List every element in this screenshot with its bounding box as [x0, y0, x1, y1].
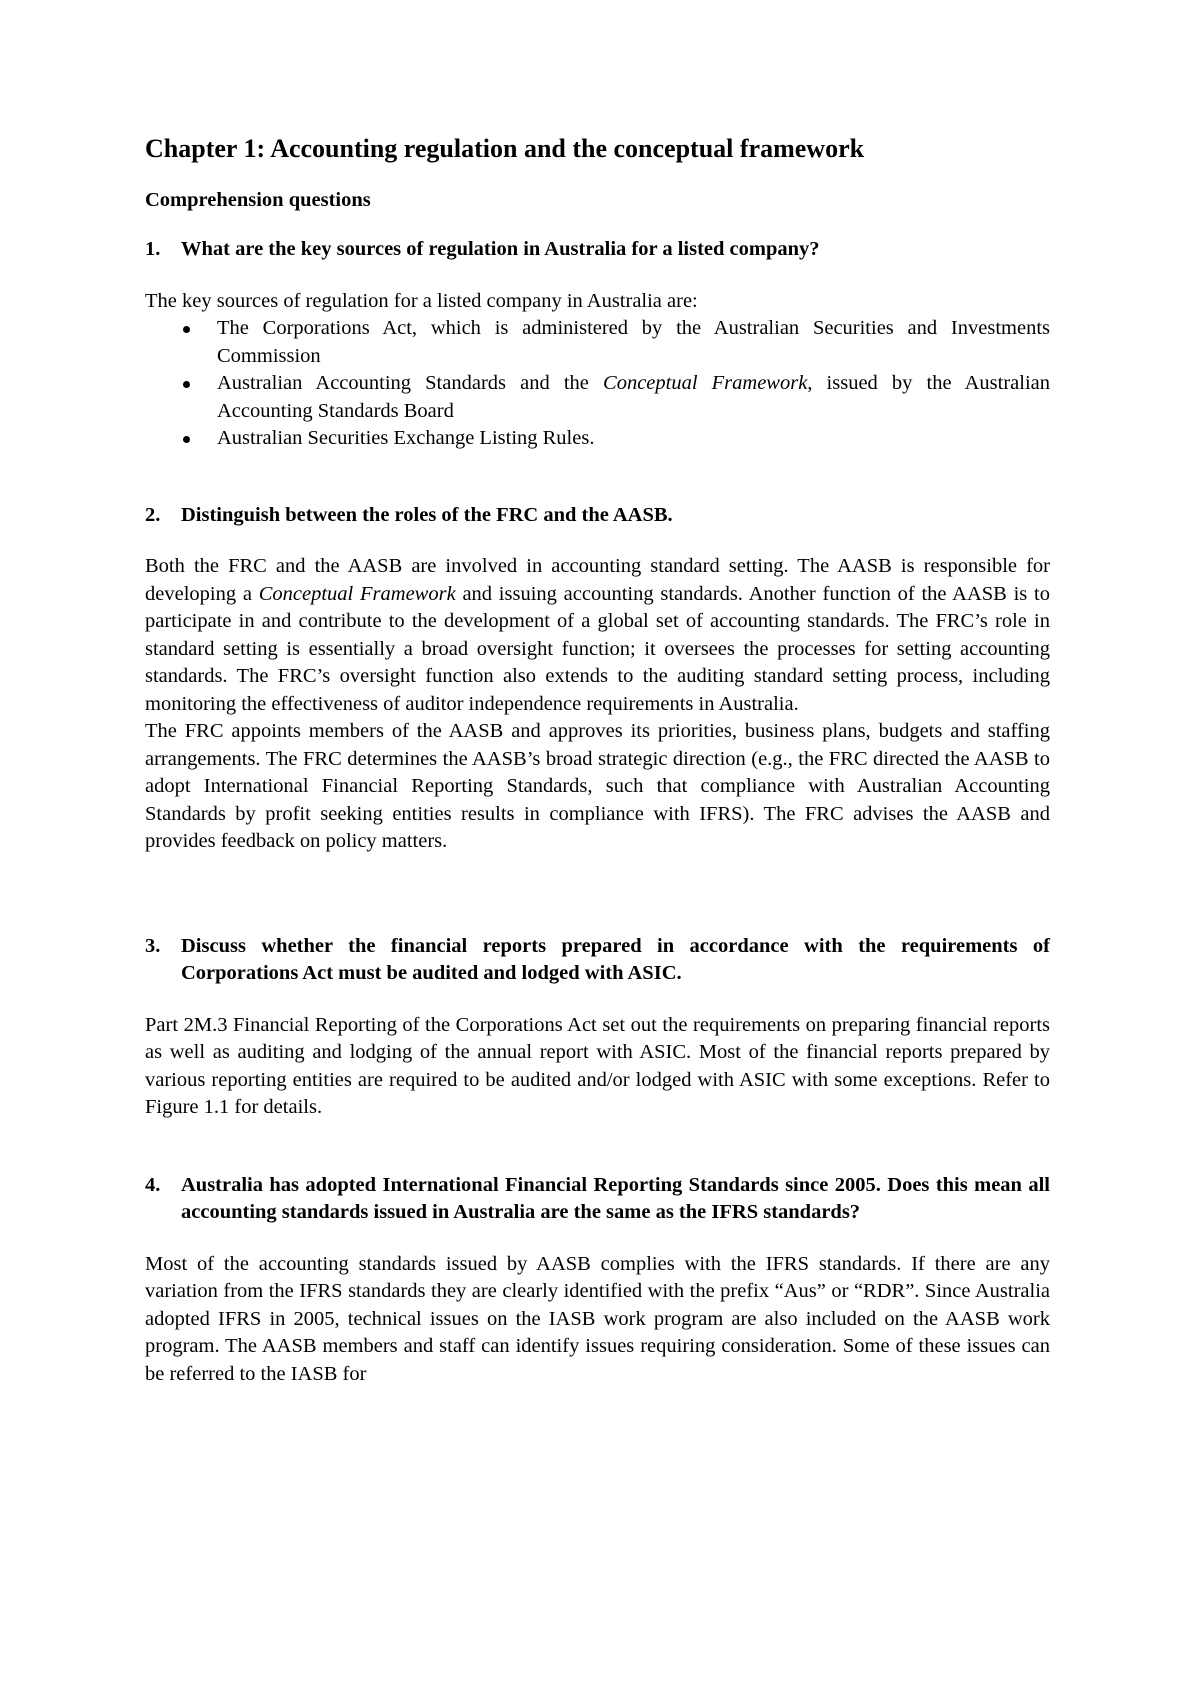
question-number: 3.: [145, 934, 161, 957]
q3-answer-paragraph: Part 2M.3 Financial Reporting of the Corporations Act set out the requirements on preparing financial reports as well as auditing and lodging of the annual report with ASIC. Most of the financial reports prepared by various reporting entities are required to be audited and/or lodged with ASIC with some exceptions. Refer to Figure 1.1 for details.: [145, 1013, 1050, 1118]
question-4: [145, 1172, 1050, 1227]
chapter-title: Chapter 1: Accounting regulation and the conceptual framework: [145, 134, 865, 163]
list-item: The Corporations Act, which is administered by the Australian Securities and Investments Commission: [217, 315, 1050, 370]
list-item: Australian Accounting Standards and the Conceptual Framework, issued by the Australian Accounting Standards Board: [217, 370, 1050, 425]
q2-answer-paragraph-2: The FRC appoints members of the AASB and approves its priorities, business plans, budgets and staffing arrangements. The FRC determines the AASB’s broad strategic direction (e.g., the FRC directed the AASB to adopt International Financial Reporting Standards, such that compliance with Australian Accounting Standards by profit seeking entities results in compliance with IFRS). The FRC advises the AASB and provides feedback on policy matters.: [145, 720, 1050, 852]
question-1: [145, 236, 1050, 264]
question-text: Distinguish between the roles of the FRC and the AASB.: [181, 503, 673, 526]
question-number: 1.: [145, 238, 161, 260]
q4-answer-paragraph: Most of the accounting standards issued by AASB complies with the IFRS standards. If there are any variation from the IFRS standards they are clearly identified with the prefix “Aus” or “RDR”. Since Australia adopted IFRS in 2005, technical issues on the IASB work program are also included on the AASB work program. The AASB members and staff can identify issues requiring consideration. Some of these issues can be referred to the IASB for: [145, 1252, 1050, 1385]
question-2: [145, 502, 1050, 530]
bullet-icon: [183, 381, 190, 388]
section-heading: Comprehension questions: [145, 189, 371, 211]
question-text: What are the key sources of regulation in Australia for a listed company?: [181, 238, 820, 260]
regulation-sources-list: [145, 315, 1050, 453]
bullet-icon: [183, 436, 190, 443]
question-text: Discuss whether the financial reports prepared in accordance with the requirements of Corporations Act must be audited and lodged with ASIC.: [181, 934, 1050, 984]
bullet-icon: [183, 326, 190, 333]
question-3: [145, 933, 1050, 988]
q2-answer-paragraph-1: Both the FRC and the AASB are involved in accounting standard setting. The AASB is responsible for developing a Conceptual Framework and issuing accounting standards. Another function of the AASB is to participate in and contribute to the development of a global set of accounting standards. The FRC’s role in standard setting is essentially a broad oversight function; it oversees the processes for setting accounting standards. The FRC’s oversight function also extends to the auditing standard setting process, including monitoring the effectiveness of auditor independence requirements in Australia.: [145, 555, 1050, 715]
document-page: [145, 128, 1050, 1388]
question-text: Australia has adopted International Financial Reporting Standards since 2005. Does this mean all accounting standards issued in Australia are the same as the IFRS standards?: [181, 1173, 1050, 1223]
list-item: Australian Securities Exchange Listing Rules.: [217, 425, 1050, 453]
question-number: 4.: [145, 1173, 161, 1196]
q1-intro: The key sources of regulation for a listed company in Australia are:: [145, 289, 698, 312]
question-number: 2.: [145, 503, 161, 526]
